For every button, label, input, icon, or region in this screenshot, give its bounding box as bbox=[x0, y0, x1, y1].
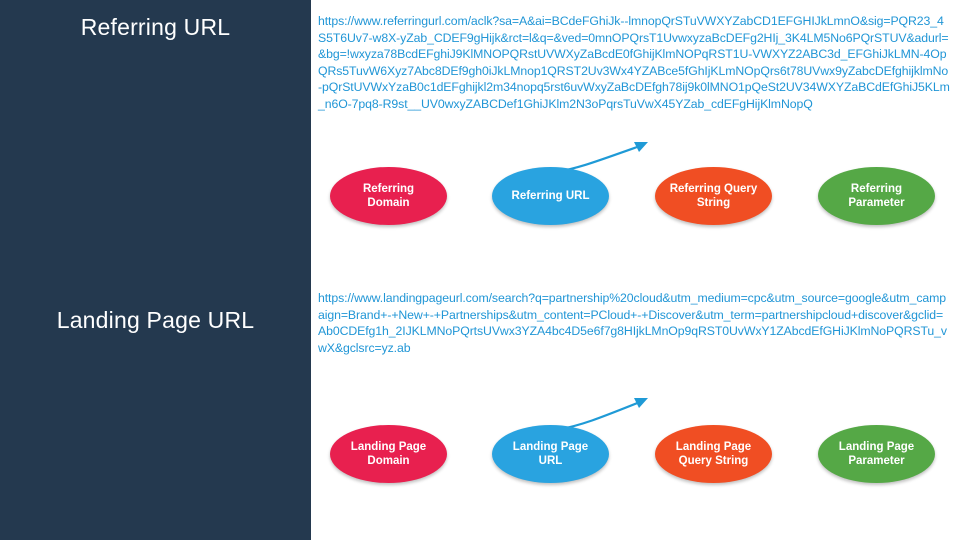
pill-label-line1: Landing Page bbox=[512, 441, 589, 453]
pill-landing-page-domain[interactable] bbox=[330, 425, 447, 483]
pill-landing-page-parameter[interactable] bbox=[818, 425, 935, 483]
landing-page-url-text: https://www.landingpageurl.com/search?q=partnership%20cloud&utm_medium=cpc&utm_source=google&utm_campaign=Brand+-+New+-+Partnerships&utm_content=PCloud+-+Discover&utm_term=partnershipcloud+discover&gclid=Ab0CDEfg1h_2IJKLMNoPQrtsUVwx3YZA4bc4D5e6f7g8HIjkLMnOp9qRST0UvWxY1ZAbcdEfGHiJKlmNoPQRSTu_vwX&gclsrc=yz.ab bbox=[318, 291, 947, 355]
referring-url-text: https://www.referringurl.com/aclk?sa=A&ai=BCdeFGhiJk--lmnopQrSTuVWXYZabCD1EFGHIJkLmnO&sig=PQR23_4S5T6Uv7-w8X-yZab_CDEF9gHijk&rct=l&q=&ved=0mnOPQrsT1UvwxyzaBcDEFg2HIj_3K4LM5No6PQrSTUV&adurl=&bg=!wxyza78BcdEFghiJ9KlMNOPQRstUVWXyZaBcdE0fGhijKlmNOPqRST1U-VWXYZ2ABC3d_EFGhiJkLMN-4OpQRs5TuvW6Xyz7Abc8DEf9gh0iJkLMnop1QRST2Uv3Wx4YZABce5fGhIjKLmNOpQrs6t78UVwx9yZabcDEfghijklmNo-pQrStUVWxYzaB0c1dEFghijkl2m34nopq5rst6uvWxyZaBcDEfgh78ij9k0lMNO1pQeSt2UV34WXYZaBCdEfGhiJ5KLm_n6O-7pq8-R9st__UV0wxyZABCDef1GhiJKlm2N3oPqrsTuVwX45YZab_cdEFgHijKlmNopQ bbox=[318, 14, 950, 111]
pill-label-line1: Referring URL bbox=[511, 190, 590, 202]
pill-label-line1: Referring bbox=[362, 183, 415, 195]
pill-label-line2: Query String bbox=[678, 455, 749, 467]
pill-label-line2: Parameter bbox=[848, 455, 905, 467]
pill-label-line2: Domain bbox=[367, 455, 410, 467]
pill-referring-query-string[interactable] bbox=[655, 167, 772, 225]
pill-label-line2: URL bbox=[538, 455, 563, 467]
pill-landing-page-query-string[interactable] bbox=[655, 425, 772, 483]
pill-label-line1: Landing Page bbox=[838, 441, 915, 453]
pill-label-line1: Referring bbox=[850, 183, 903, 195]
pill-label-line2: String bbox=[696, 197, 731, 209]
panel-label-referring-url: Referring URL bbox=[80, 14, 231, 40]
pill-label-line1: Landing Page bbox=[350, 441, 427, 453]
pill-label-line2: Parameter bbox=[848, 197, 905, 209]
pill-referring-url[interactable] bbox=[492, 167, 609, 225]
pill-label-line1: Landing Page bbox=[675, 441, 752, 453]
pill-landing-page-url[interactable] bbox=[492, 425, 609, 483]
pill-referring-parameter[interactable] bbox=[818, 167, 935, 225]
left-panel bbox=[0, 0, 311, 540]
pill-label-line2: Domain bbox=[367, 197, 410, 209]
panel-label-landing-page-url: Landing Page URL bbox=[56, 307, 255, 333]
pill-referring-domain[interactable] bbox=[330, 167, 447, 225]
pill-label-line1: Referring Query bbox=[669, 183, 758, 195]
